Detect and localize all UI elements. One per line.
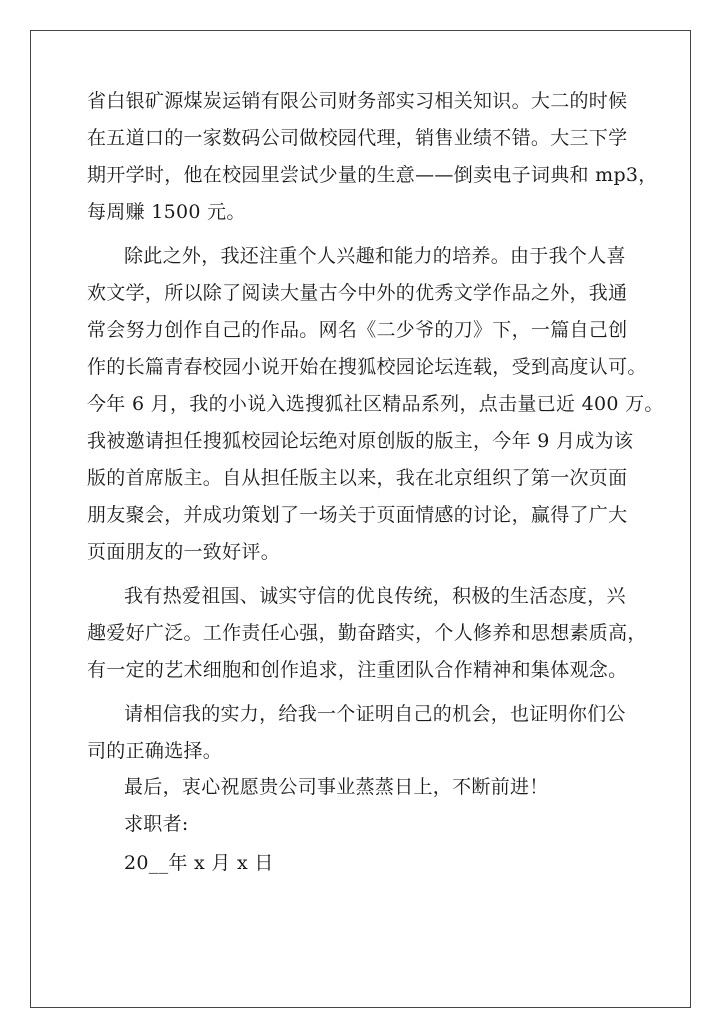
text-line: 版的首席版主。自从担任版主以来，我在北京组织了第一次页面: [87, 467, 628, 489]
text-line: 有一定的艺术细胞和创作追求，注重团队合作精神和集体观念。: [87, 659, 628, 681]
text-line: 作的长篇青春校园小说开始在搜狐校园论坛连载，受到高度认可。: [87, 356, 647, 378]
text-line: 页面朋友的一致好评。: [87, 541, 281, 563]
text-line: 常会努力创作自己的作品。网名《二少爷的刀》下，一篇自己创: [87, 319, 628, 341]
closing-line: 最后，衷心祝愿贵公司事业蒸蒸日上，不断前进！: [124, 776, 549, 798]
text-line: 每周赚 1500 元。: [87, 201, 246, 223]
text-line: 我被邀请担任搜狐校园论坛绝对原创版的版主，今年 9 月成为该: [87, 430, 634, 452]
text-line: 省白银矿源煤炭运销有限公司财务部实习相关知识。大二的时候: [87, 90, 628, 112]
text-line: 除此之外，我还注重个人兴趣和能力的培养。由于我个人喜: [124, 245, 626, 267]
applicant-label: 求职者:: [124, 813, 189, 835]
text-line: 我有热爱祖国、诚实守信的优良传统，积极的生活态度，兴: [124, 585, 626, 607]
text-line: 请相信我的实力，给我一个证明自己的机会，也证明你们公: [124, 703, 626, 725]
text-line: 今年 6 月，我的小说入选搜狐社区精品系列，点击量已近 400 万。: [87, 393, 664, 415]
date-line: 20__年 x 月 x 日: [124, 852, 274, 874]
text-line: 朋友聚会，并成功策划了一场关于页面情感的讨论，赢得了广大: [87, 504, 628, 526]
text-line: 期开学时，他在校园里尝试少量的生意——倒卖电子词典和 mp3，: [87, 164, 658, 186]
text-line: 欢文学，所以除了阅读大量古今中外的优秀文学作品之外，我通: [87, 282, 628, 304]
text-line: 司的正确选择。: [87, 740, 223, 762]
text-line: 趣爱好广泛。工作责任心强，勤奋踏实，个人修养和思想素质高，: [87, 622, 647, 644]
text-line: 在五道口的一家数码公司做校园代理，销售业绩不错。大三下学: [87, 127, 628, 149]
